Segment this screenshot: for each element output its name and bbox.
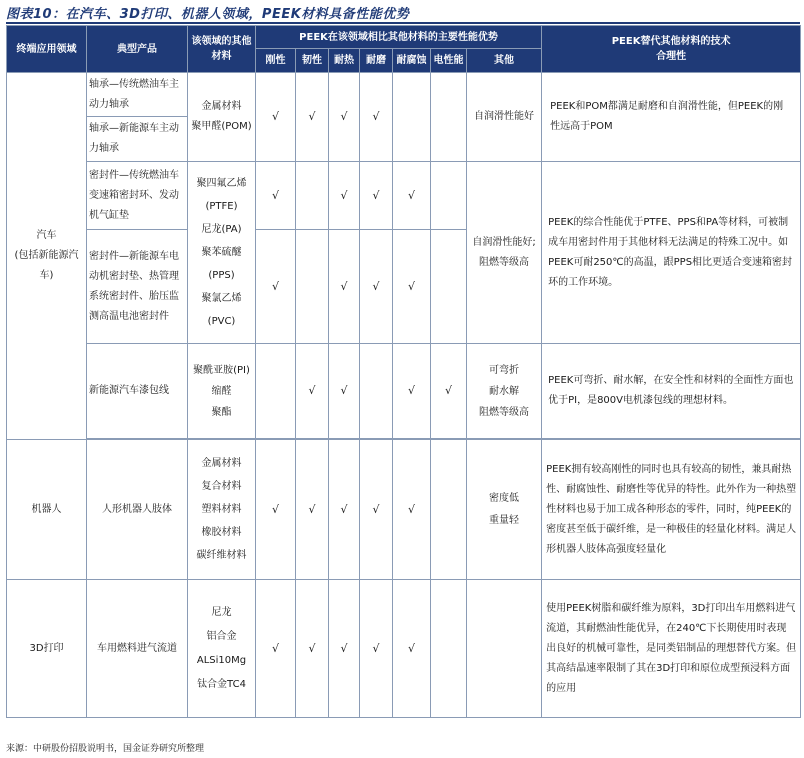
check-seal-ev-rigidity: √ [256,230,296,344]
check-3d-heat: √ [329,580,360,718]
other-bearing: 自润滑性能好 [467,73,542,162]
rationale-robot: PEEK拥有较高刚性的同时也具有较高的韧性，兼具耐热性、耐腐蚀性、耐磨性等优异的特性。此外作为一种热塑性材料也易于加工成各种形态的零件，同时，纯PEEK的密度甚至低于碳纤维，是一种极佳的轻量化材料。满足人形机器人肢体高强度轻量化 [542,440,801,580]
header-advantage-group: PEEK在该领域相比其他材料的主要性能优势 [256,26,542,49]
check-bearing-toughness: √ [296,73,329,162]
check-3d-rigidity: √ [256,580,296,718]
check-robot-corrosion: √ [393,440,431,580]
cell-seal-ev-toughness [296,230,329,344]
check-robot-toughness: √ [296,440,329,580]
cell-bearing-corrosion [393,73,431,162]
check-wire-toughness: √ [296,344,329,439]
check-seal-fuel-rigidity: √ [256,162,296,230]
check-wire-corrosion: √ [393,344,431,439]
check-robot-wear: √ [360,440,393,580]
rationale-wire: PEEK可弯折、耐水解，在安全性和材料的全面性方面也优于PI，是800V电机漆包线的理想材料。 [542,344,801,439]
header-rationale-line2: 合理性 [656,51,687,62]
product-bearing-fuel: 轴承—传统燃油车主动力轴承 [87,73,188,117]
cell-3d-electrical [431,580,467,718]
figure-title: 图表10：在汽车、3D打印、机器人领域，PEEK材料具备性能优势 [6,7,410,22]
check-seal-ev-corrosion: √ [393,230,431,344]
check-3d-wear: √ [360,580,393,718]
header-toughness: 韧性 [296,49,329,73]
header-rationale-line1: PEEK替代其他材料的技术 [611,36,731,47]
product-3d-print: 车用燃料进气流道 [87,580,188,718]
materials-3d-print: 尼龙 铝合金 ALSi10Mg 钛合金TC4 [188,580,256,718]
product-seal-fuel: 密封件—传统燃油车变速箱密封环、发动机气缸垫 [87,162,188,230]
peek-comparison-table [6,25,801,718]
header-heat: 耐热 [329,49,360,73]
cell-bearing-electrical [431,73,467,162]
cell-wire-rigidity [256,344,296,439]
check-robot-heat: √ [329,440,360,580]
materials-seal: 聚四氟乙烯(PTFE) 尼龙(PA) 聚苯硫醚(PPS) 聚氯乙烯(PVC) [188,162,256,344]
header-electrical: 电性能 [431,49,467,73]
cell-wire-wear [360,344,393,439]
domain-car: 汽车 (包括新能源汽车) [7,73,87,440]
check-seal-ev-wear: √ [360,230,393,344]
cell-robot-electrical [431,440,467,580]
check-bearing-rigidity: √ [256,73,296,162]
check-seal-ev-heat: √ [329,230,360,344]
domain-robot: 机器人 [7,440,87,580]
domain-3d-print: 3D打印 [7,580,87,718]
header-other: 其他 [467,49,542,73]
header-other-materials: 该领域的其他材料 [188,26,256,73]
check-wire-heat: √ [329,344,360,439]
materials-wire: 聚酰亚胺(PI) 缩醛 聚酯 [188,344,256,439]
check-3d-toughness: √ [296,580,329,718]
check-wire-electrical: √ [431,344,467,439]
check-seal-fuel-wear: √ [360,162,393,230]
product-seal-ev: 密封件—新能源车电动机密封垫、热管理系统密封件、胎压监测高温电池密封件 [87,230,188,344]
check-bearing-wear: √ [360,73,393,162]
header-wear: 耐磨 [360,49,393,73]
cell-seal-fuel-toughness [296,162,329,230]
check-bearing-heat: √ [329,73,360,162]
check-robot-rigidity: √ [256,440,296,580]
rationale-3d-print: 使用PEEK树脂和碳纤维为原料，3D打印出车用燃料进气流道，其耐燃油性能优异，在240℃下长期使用时表现出良好的机械可靠性，是同类铝制品的理想替代方案。但其高结晶速率限制了其在3D打印和原位成型预浸料方面的应用 [542,580,801,718]
rationale-seal: PEEK的综合性能优于PTFE、PPS和PA等材料，可被制成车用密封件用于其他材料无法满足的特殊工况中。如PEEK可耐250℃的高温，跟PPS相比更适合变速箱密封环的工作环境。 [542,162,801,344]
materials-bearing: 金属材料 聚甲醛(POM) [188,73,256,162]
header-corrosion: 耐腐蚀 [393,49,431,73]
cell-seal-ev-electrical [431,230,467,344]
other-3d-print [467,580,542,718]
rationale-bearing: PEEK和POM都满足耐磨和自润滑性能，但PEEK的刚性远高于POM [542,73,801,162]
check-seal-fuel-corrosion: √ [393,162,431,230]
other-wire: 可弯折 耐水解 阻燃等级高 [467,344,542,439]
header-product: 典型产品 [87,26,188,73]
product-bearing-ev: 轴承—新能源车主动力轴承 [87,117,188,162]
header-domain: 终端应用领域 [7,26,87,73]
product-wire: 新能源汽车漆包线 [87,344,188,439]
other-robot: 密度低 重量轻 [467,440,542,580]
product-robot: 人形机器人肢体 [87,440,188,580]
other-seal: 自润滑性能好;阻燃等级高 [467,162,542,344]
cell-seal-fuel-electrical [431,162,467,230]
check-seal-fuel-heat: √ [329,162,360,230]
title-rule [6,22,800,24]
header-rationale [542,26,801,73]
source-note: 来源：中研股份招股说明书，国金证券研究所整理 [6,744,205,754]
check-3d-corrosion: √ [393,580,431,718]
materials-robot: 金属材料 复合材料 塑料材料 橡胶材料 碳纤维材料 [188,440,256,580]
header-rigidity: 刚性 [256,49,296,73]
